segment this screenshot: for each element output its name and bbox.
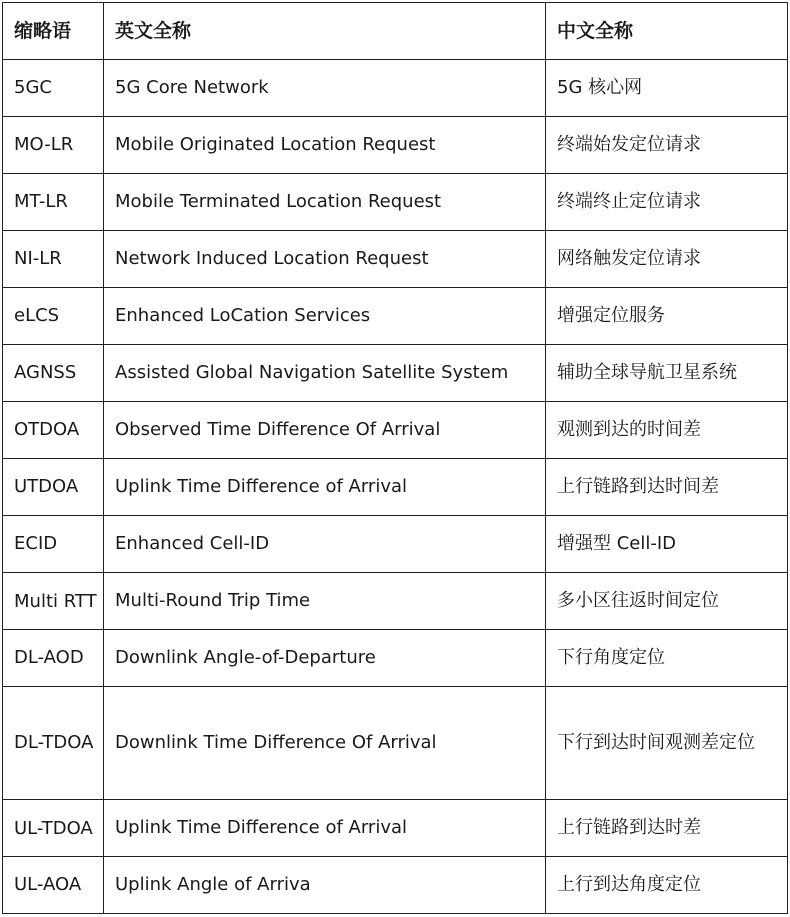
english-cell: Assisted Global Navigation Satellite System [104,345,546,402]
abbr-cell: AGNSS [3,345,104,402]
abbr-cell: MO-LR [3,117,104,174]
english-cell: Multi-Round Trip Time [104,573,546,630]
table-row [3,459,788,516]
english-cell: Uplink Time Difference of Arrival [104,459,546,516]
abbr-cell: UL-AOA [3,857,104,914]
table-row [3,857,788,914]
abbr-cell: ECID [3,516,104,573]
chinese-cell: 多小区往返时间定位 [546,573,788,630]
table-row [3,402,788,459]
chinese-cell: 5G 核心网 [546,60,788,117]
table-row [3,573,788,630]
chinese-cell: 增强定位服务 [546,288,788,345]
abbreviation-table [2,2,788,914]
table-row [3,174,788,231]
abbr-cell: eLCS [3,288,104,345]
table-row [3,800,788,857]
english-cell: Downlink Angle-of-Departure [104,630,546,687]
abbr-cell: Multi RTT [3,573,104,630]
table-row [3,345,788,402]
table-row [3,231,788,288]
abbr-cell: DL-TDOA [3,687,104,800]
header-abbr: 缩略语 [3,3,104,60]
abbr-cell: NI-LR [3,231,104,288]
english-cell: Enhanced Cell-ID [104,516,546,573]
chinese-cell: 终端始发定位请求 [546,117,788,174]
table-row [3,516,788,573]
english-cell: Observed Time Difference Of Arrival [104,402,546,459]
abbr-cell: MT-LR [3,174,104,231]
chinese-cell: 观测到达的时间差 [546,402,788,459]
chinese-cell: 下行到达时间观测差定位 [546,687,788,800]
header-chinese: 中文全称 [546,3,788,60]
english-cell: 5G Core Network [104,60,546,117]
english-cell: Uplink Time Difference of Arrival [104,800,546,857]
chinese-cell: 下行角度定位 [546,630,788,687]
english-cell: Mobile Originated Location Request [104,117,546,174]
chinese-cell: 终端终止定位请求 [546,174,788,231]
abbr-cell: UTDOA [3,459,104,516]
abbr-cell: 5GC [3,60,104,117]
header-english: 英文全称 [104,3,546,60]
chinese-cell: 上行到达角度定位 [546,857,788,914]
english-cell: Downlink Time Difference Of Arrival [104,687,546,800]
table-row [3,117,788,174]
chinese-cell: 网络触发定位请求 [546,231,788,288]
english-cell: Enhanced LoCation Services [104,288,546,345]
english-cell: Mobile Terminated Location Request [104,174,546,231]
english-cell: Uplink Angle of Arriva [104,857,546,914]
abbr-cell: UL-TDOA [3,800,104,857]
table-header-row [3,3,788,60]
abbr-cell: OTDOA [3,402,104,459]
table-row [3,60,788,117]
chinese-cell: 增强型 Cell-ID [546,516,788,573]
table-row [3,630,788,687]
english-cell: Network Induced Location Request [104,231,546,288]
chinese-cell: 辅助全球导航卫星系统 [546,345,788,402]
table-row [3,687,788,800]
table-row [3,288,788,345]
chinese-cell: 上行链路到达时差 [546,800,788,857]
chinese-cell: 上行链路到达时间差 [546,459,788,516]
abbr-cell: DL-AOD [3,630,104,687]
